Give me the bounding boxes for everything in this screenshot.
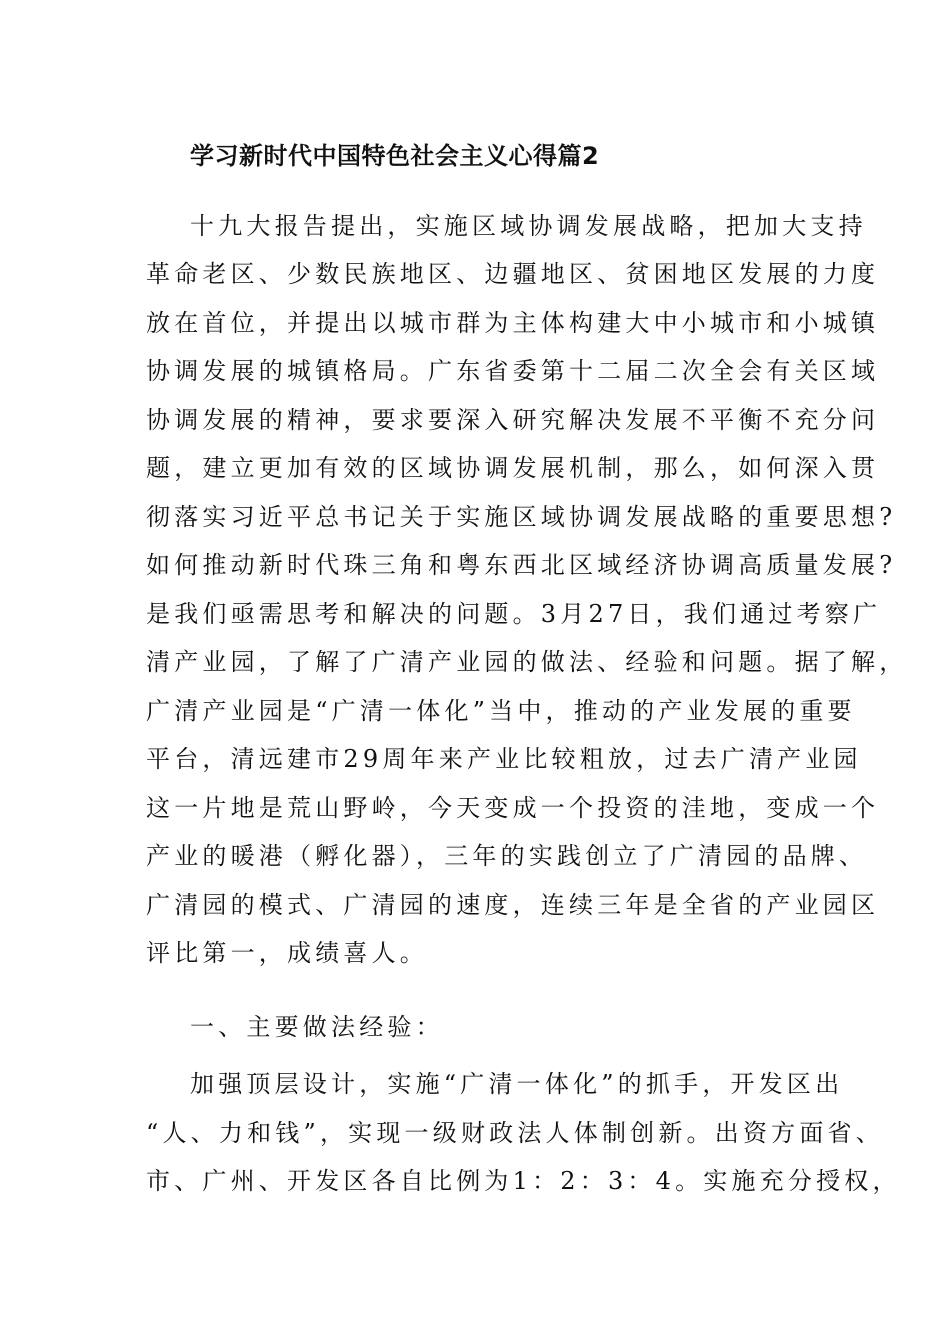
paragraph-line: 市、广州、开发区各自比例为1：2：3：4。实施充分授权，: [146, 1167, 901, 1195]
paragraph-line: 产业的暖港（孵化器），三年的实践创立了广清园的品牌、: [146, 842, 868, 870]
paragraph-line: 题，建立更加有效的区域协调发展机制，那么，如何深入贯: [146, 454, 880, 482]
paragraph-line: 革命老区、少数民族地区、边疆地区、贫困地区发展的力度: [146, 260, 880, 288]
paragraph-line: 平台，清远建市29周年来产业比较粗放，过去广清产业园: [146, 745, 862, 773]
paragraph-line: 广清园的模式、广清园的速度，连续三年是全省的产业园区: [146, 891, 880, 919]
paragraph-line: 彻落实习近平总书记关于实施区域协调发展战略的重要思想?: [146, 503, 897, 531]
paragraph-line: 加强顶层设计，实施“广清一体化”的抓手，开发区出: [190, 1070, 844, 1098]
paragraph-line: 协调发展的精神，要求要深入研究解决发展不平衡不充分问: [146, 406, 880, 434]
paragraph-line: 清产业园，了解了广清产业园的做法、经验和问题。据了解，: [146, 648, 908, 676]
paragraph-line: “人、力和钱”，实现一级财政法人体制创新。出资方面省、: [146, 1119, 884, 1147]
paragraph-line: 是我们亟需思考和解决的问题。3月27日，我们通过考察广: [146, 600, 882, 628]
section-heading: 一、主要做法经验：: [190, 1013, 444, 1041]
document-title: 学习新时代中国特色社会主义心得篇2: [190, 142, 600, 170]
paragraph-line: 评比第一，成绩喜人。: [146, 939, 428, 967]
paragraph-line: 十九大报告提出，实施区域协调发展战略，把加大支持: [190, 212, 867, 240]
paragraph-line: 协调发展的城镇格局。广东省委第十二届二次全会有关区域: [146, 357, 880, 385]
paragraph-line: 如何推动新时代珠三角和粤东西北区域经济协调高质量发展?: [146, 551, 897, 579]
paragraph-line: 广清产业园是“广清一体化”当中，推动的产业发展的重要: [146, 697, 856, 725]
paragraph-line: 这一片地是荒山野岭，今天变成一个投资的洼地，变成一个: [146, 794, 880, 822]
paragraph-line: 放在首位，并提出以城市群为主体构建大中小城市和小城镇: [146, 309, 880, 337]
